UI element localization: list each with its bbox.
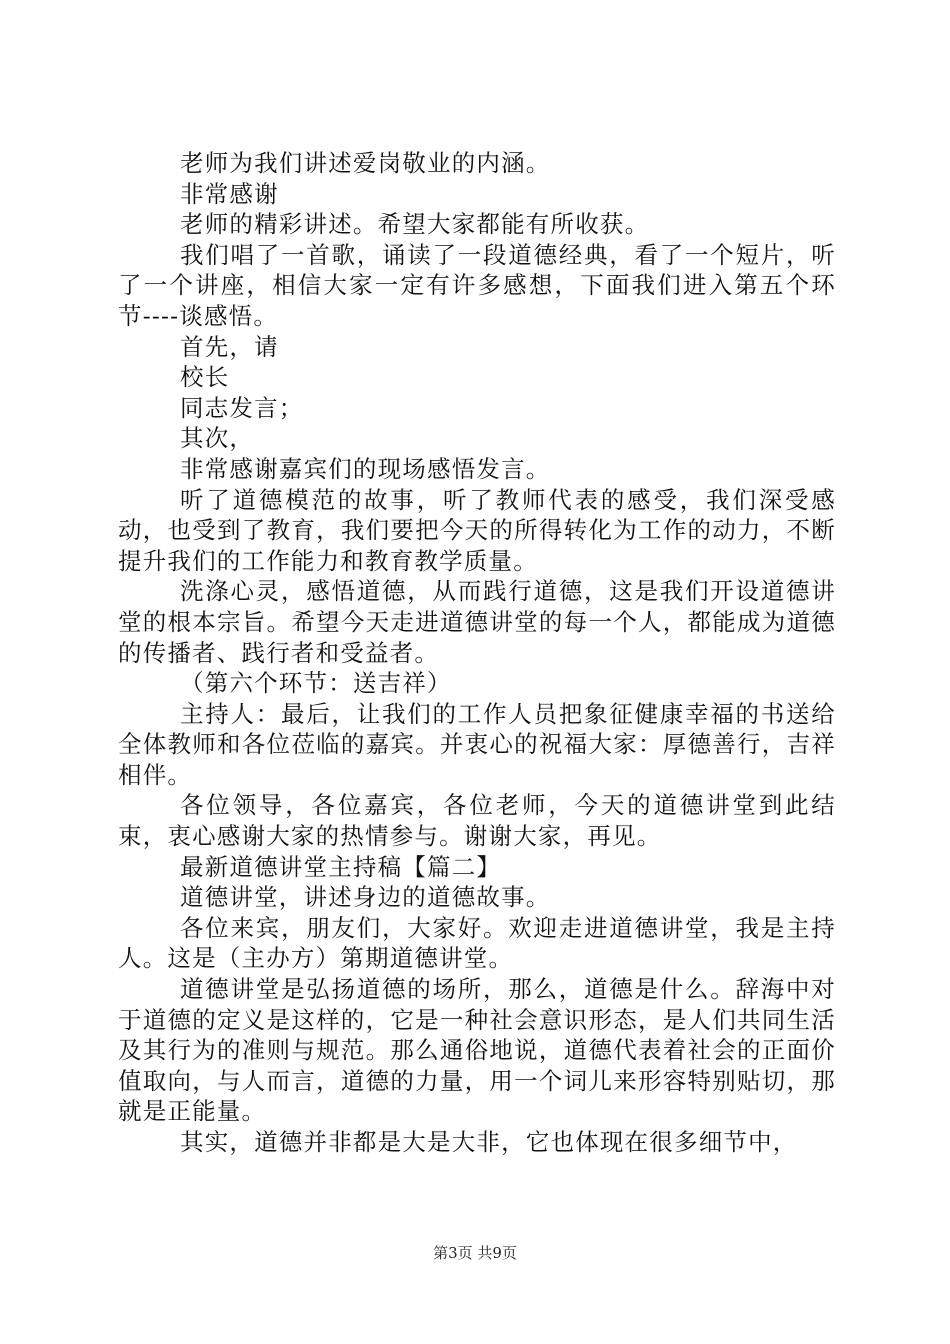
paragraph: 各位来宾，朋友们，大家好。欢迎走进道德讲堂，我是主持人。这是（主办方）第期道德讲堂。 xyxy=(118,913,836,973)
paragraph: 听了道德模范的故事，听了教师代表的感受，我们深受感动，也受到了教育，我们要把今天的所得转化为工作的动力，不断提升我们的工作能力和教育教学质量。 xyxy=(118,485,836,575)
paragraph: 首先，请 xyxy=(180,332,279,361)
paragraph: 非常感谢嘉宾们的现场感悟发言。 xyxy=(180,454,551,483)
paragraph: 老师为我们讲述爱岗敬业的内涵。 xyxy=(180,149,551,177)
page-number-footer: 第3页 共9页 xyxy=(433,1244,517,1262)
paragraph: 道德讲堂是弘扬道德的场所，那么，道德是什么。辞海中对于道德的定义是这样的，它是一种社会意识形态，是人们共同生活及其行为的准则与规范。那么通俗地说，道德代表着社会的正面价值取向，与人而言，道德的力量，用一个词儿来形容特别贴切，那就是正能量。 xyxy=(118,975,836,1126)
paragraph: 老师的精彩讲述。希望大家都能有所收获。 xyxy=(180,210,650,239)
paragraph: 主持人：最后，让我们的工作人员把象征健康幸福的书送给全体教师和各位莅临的嘉宾。并衷心的祝福大家：厚德善行，吉祥相伴。 xyxy=(118,699,836,789)
document-body xyxy=(118,148,836,1158)
paragraph: 非常感谢 xyxy=(180,179,279,208)
paragraph: 我们唱了一首歌，诵读了一段道德经典，看了一个短片，听了一个讲座，相信大家一定有许多感想，下面我们进入第五个环节----谈感悟。 xyxy=(118,240,836,330)
paragraph: （第六个环节：送吉祥） xyxy=(180,669,452,698)
paragraph: 其实，道德并非都是大是大非，它也体现在很多细节中， xyxy=(180,1128,798,1156)
section-heading: 最新道德讲堂主持稿【篇二】 xyxy=(180,852,502,881)
paragraph: 其次， xyxy=(180,424,255,453)
paragraph: 校长 xyxy=(180,363,230,392)
paragraph: 各位领导，各位嘉宾，各位老师，今天的道德讲堂到此结束，衷心感谢大家的热情参与。谢谢大家，再见。 xyxy=(118,791,836,851)
paragraph: 洗涤心灵，感悟道德，从而践行道德，这是我们开设道德讲堂的根本宗旨。希望今天走进道德讲堂的每一个人，都能成为道德的传播者、践行者和受益者。 xyxy=(118,577,836,667)
paragraph: 道德讲堂，讲述身边的道德故事。 xyxy=(180,883,551,912)
paragraph: 同志发言； xyxy=(180,393,304,422)
